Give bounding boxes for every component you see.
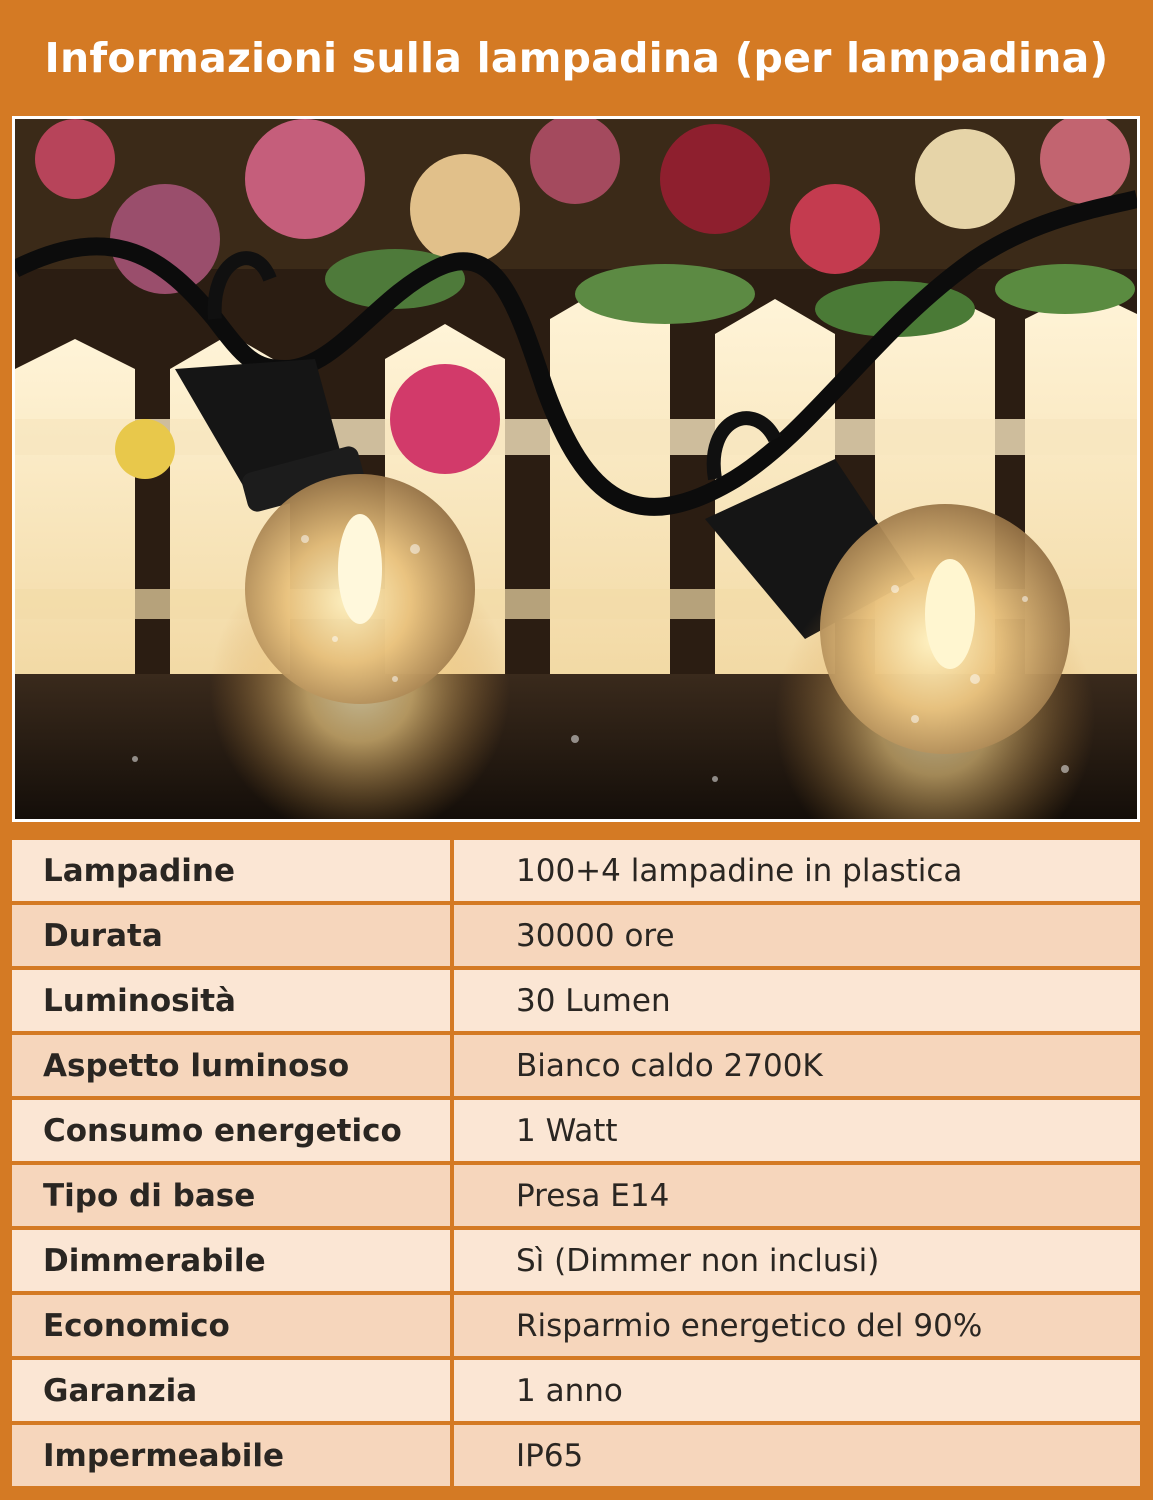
spec-label: Impermeabile: [12, 1425, 454, 1486]
table-row: [12, 1165, 1140, 1226]
spec-label: Luminosità: [12, 970, 454, 1031]
spec-label: Economico: [12, 1295, 454, 1356]
spec-label: Durata: [12, 905, 454, 966]
table-row: [12, 1100, 1140, 1161]
spec-value: Sì (Dimmer non inclusi): [454, 1230, 1140, 1291]
spec-label: Consumo energetico: [12, 1100, 454, 1161]
spec-value: 30 Lumen: [454, 970, 1140, 1031]
spec-label: Aspetto luminoso: [12, 1035, 454, 1096]
table-row: [12, 1360, 1140, 1421]
spec-value: 1 anno: [454, 1360, 1140, 1421]
table-row: [12, 1425, 1140, 1486]
spec-label: Garanzia: [12, 1360, 454, 1421]
spec-label: Lampadine: [12, 840, 454, 901]
page-title: Informazioni sulla lampadina (per lampadina): [44, 34, 1109, 82]
spec-value: Bianco caldo 2700K: [454, 1035, 1140, 1096]
spec-value: 1 Watt: [454, 1100, 1140, 1161]
specifications-table: [12, 836, 1140, 1490]
spec-value: Presa E14: [454, 1165, 1140, 1226]
product-photo: [12, 116, 1140, 822]
spec-value: Risparmio energetico del 90%: [454, 1295, 1140, 1356]
spec-label: Dimmerabile: [12, 1230, 454, 1291]
table-row: [12, 1035, 1140, 1096]
spec-value: 100+4 lampadine in plastica: [454, 840, 1140, 901]
spec-value: IP65: [454, 1425, 1140, 1486]
string-lights-illustration: [15, 119, 1137, 819]
table-row: [12, 1295, 1140, 1356]
table-row: [12, 840, 1140, 901]
table-row: [12, 905, 1140, 966]
table-row: [12, 1230, 1140, 1291]
table-row: [12, 970, 1140, 1031]
spec-value: 30000 ore: [454, 905, 1140, 966]
spec-label: Tipo di base: [12, 1165, 454, 1226]
